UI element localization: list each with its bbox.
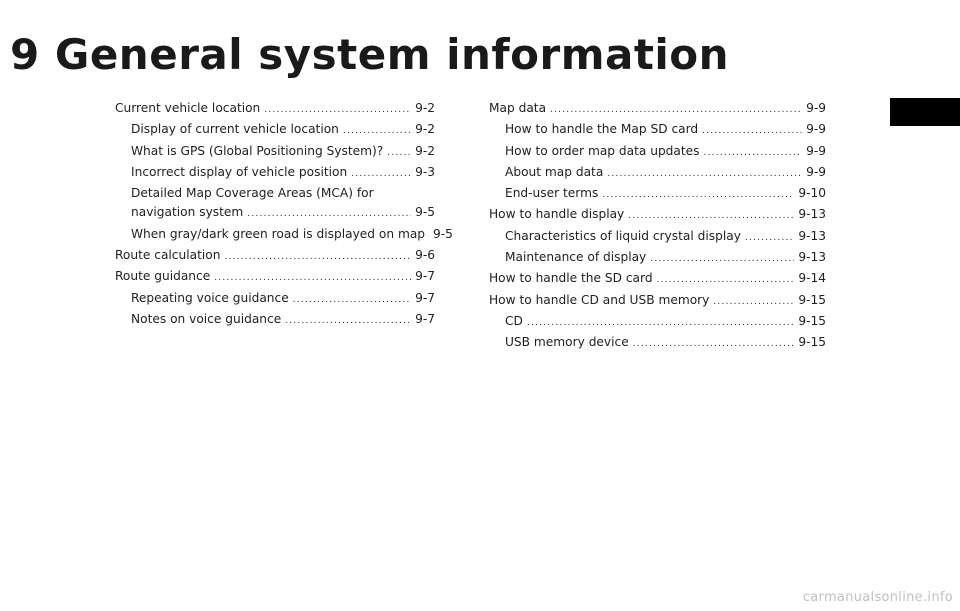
toc-dot-leader xyxy=(702,122,802,141)
toc-dot-leader xyxy=(628,207,794,226)
toc-entry-text: Maintenance of display xyxy=(505,250,647,265)
toc-page-number: 9-15 xyxy=(798,313,826,328)
toc-page-number: 9-6 xyxy=(415,248,435,263)
toc-entry[interactable] xyxy=(115,310,435,331)
toc-entry[interactable] xyxy=(489,269,826,290)
toc-page-number: 9-13 xyxy=(798,250,826,265)
toc-dot-leader xyxy=(351,165,411,184)
toc-page-number: 9-15 xyxy=(798,335,826,350)
toc-entry-text: Map data xyxy=(489,101,547,115)
toc-page-number: 9-5 xyxy=(433,226,453,241)
toc-dot-leader xyxy=(657,271,795,290)
toc-entry[interactable] xyxy=(489,163,826,184)
toc-entry-text-line1: Detailed Map Coverage Areas (MCA) for xyxy=(131,186,374,201)
toc-entry-text: End-user terms xyxy=(505,186,599,201)
toc-dot-leader xyxy=(224,248,411,267)
toc-page-number: 9-9 xyxy=(806,143,826,158)
toc-entry[interactable] xyxy=(115,225,453,246)
toc-entry[interactable] xyxy=(115,246,435,267)
toc-entry-text: How to handle CD and USB memory xyxy=(489,292,710,307)
toc-dot-leader xyxy=(650,250,794,269)
toc-page-number: 9-3 xyxy=(415,164,435,179)
toc-entry-text: navigation system xyxy=(131,205,244,220)
toc-page-number: 9-2 xyxy=(415,143,435,158)
toc-entry[interactable] xyxy=(115,142,435,163)
toc-page-number: 9-7 xyxy=(415,311,435,326)
toc-entry[interactable] xyxy=(489,205,826,226)
toc-entry-text: How to order map data updates xyxy=(505,143,700,158)
toc-entry[interactable] xyxy=(115,163,435,184)
toc-page-number: 9-9 xyxy=(806,122,826,137)
watermark: carmanualsonline.info xyxy=(802,590,953,605)
toc-dot-leader xyxy=(293,291,411,310)
toc-page-number: 9-13 xyxy=(798,228,826,243)
toc-entry[interactable] xyxy=(489,312,826,333)
toc-dot-leader xyxy=(550,101,802,120)
toc-entry-text: How to handle the SD card xyxy=(489,271,653,286)
toc-column-right xyxy=(489,99,826,355)
toc-page-number: 9-9 xyxy=(806,101,826,115)
toc-entry-text: Current vehicle location xyxy=(115,101,261,115)
toc-dot-leader xyxy=(745,229,794,248)
toc-page-number: 9-13 xyxy=(798,207,826,222)
toc-dot-leader xyxy=(713,293,794,312)
toc-page-number: 9-2 xyxy=(415,101,435,115)
toc-entry[interactable] xyxy=(115,99,435,120)
toc-entry[interactable] xyxy=(489,291,826,312)
toc-dot-leader xyxy=(343,122,411,141)
toc-dot-leader xyxy=(285,312,411,331)
toc-page-number: 9-7 xyxy=(415,290,435,305)
toc-dot-leader xyxy=(527,314,794,333)
toc-page-number: 9-5 xyxy=(415,205,435,220)
toc-entry-text: Incorrect display of vehicle position xyxy=(131,164,348,179)
toc-page-number: 9-15 xyxy=(798,292,826,307)
toc-entry[interactable] xyxy=(489,248,826,269)
toc-entry-text: About map data xyxy=(505,164,604,179)
toc-dot-leader xyxy=(633,335,795,354)
toc-dot-leader xyxy=(264,101,411,120)
toc-entry-text: Characteristics of liquid crystal display xyxy=(505,228,741,243)
toc-dot-leader xyxy=(607,165,802,184)
toc-dot-leader xyxy=(704,144,803,163)
toc-entry-text: When gray/dark green road is displayed on map xyxy=(131,226,426,241)
toc-entry-text: Notes on voice guidance xyxy=(131,311,282,326)
toc-page-number: 9-9 xyxy=(806,164,826,179)
toc-entry[interactable] xyxy=(115,184,435,225)
toc-entry-text: USB memory device xyxy=(505,335,629,350)
toc-column-left xyxy=(115,99,453,331)
toc-entry-text: How to handle display xyxy=(489,207,625,222)
toc-entry-text: What is GPS (Global Positioning System)? xyxy=(131,143,384,158)
toc-entry[interactable] xyxy=(489,120,826,141)
toc-page-number: 9-2 xyxy=(415,122,435,137)
chapter-side-tab xyxy=(890,98,960,126)
toc-dot-leader xyxy=(602,186,794,205)
toc-entry[interactable] xyxy=(489,184,826,205)
toc-entry[interactable] xyxy=(115,289,435,310)
toc-entry[interactable] xyxy=(115,120,435,141)
toc-entry-text: CD xyxy=(505,313,523,328)
toc-entry[interactable] xyxy=(489,333,826,354)
toc-entry[interactable] xyxy=(489,99,826,120)
toc-dot-leader xyxy=(214,269,411,288)
toc-entry[interactable] xyxy=(115,267,435,288)
toc-entry-text: Route guidance xyxy=(115,269,211,284)
toc-entry-text: Display of current vehicle location xyxy=(131,122,339,137)
chapter-title: 9 General system information xyxy=(10,30,730,79)
toc-entry[interactable] xyxy=(489,142,826,163)
toc-page-number: 9-10 xyxy=(798,186,826,201)
toc-entry[interactable] xyxy=(489,227,826,248)
toc-page-number: 9-7 xyxy=(415,269,435,284)
toc-page-number: 9-14 xyxy=(798,271,826,286)
toc-entry-text: How to handle the Map SD card xyxy=(505,122,699,137)
toc-entry-text: Repeating voice guidance xyxy=(131,290,289,305)
toc-dot-leader xyxy=(387,144,411,163)
toc-dot-leader xyxy=(247,205,411,224)
toc-entry-text: Route calculation xyxy=(115,248,221,263)
